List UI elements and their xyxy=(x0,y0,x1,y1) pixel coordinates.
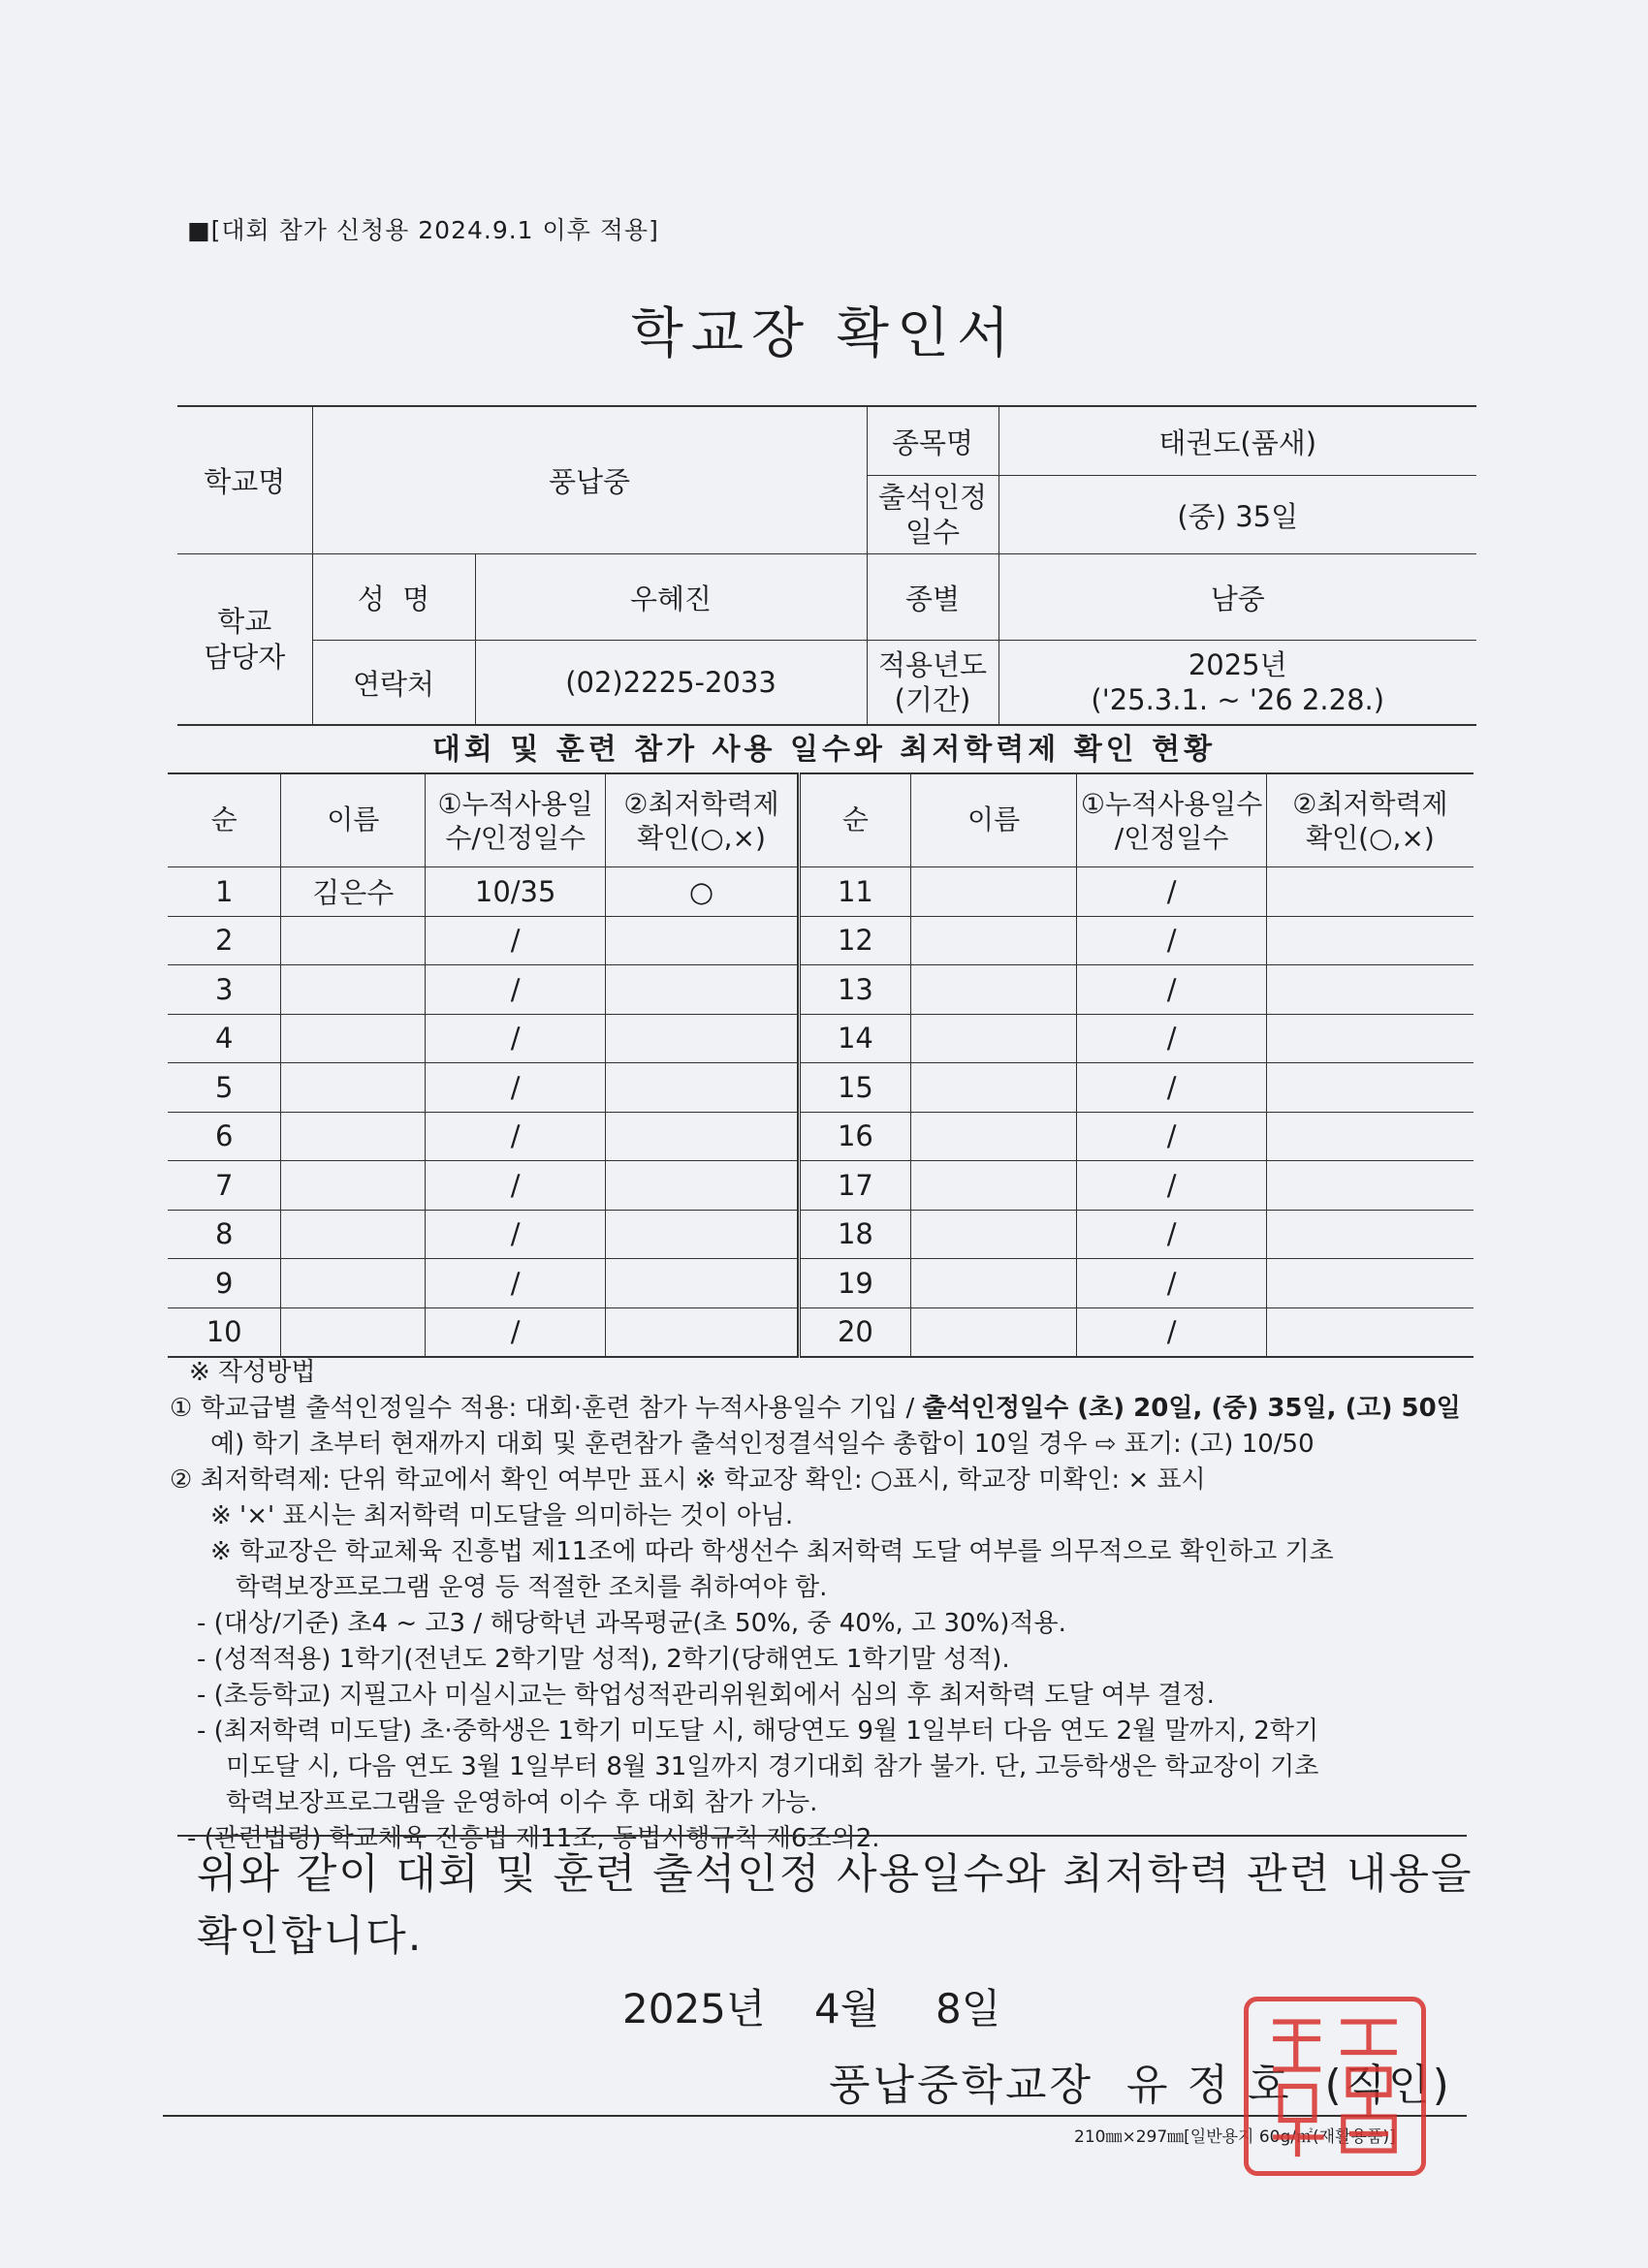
col-check-header-line1: ②최저학력제 xyxy=(1292,787,1448,820)
row-number: 20 xyxy=(800,1307,911,1357)
year-label xyxy=(867,641,998,726)
days-used: / xyxy=(1077,1259,1267,1308)
participant-name xyxy=(910,916,1077,965)
min-academic-check xyxy=(1266,1307,1474,1357)
min-academic-check xyxy=(606,1307,798,1357)
days-used: / xyxy=(426,1210,606,1259)
row-number: 8 xyxy=(168,1210,281,1259)
sport-value: 태권도(품새) xyxy=(998,406,1476,476)
row-number: 7 xyxy=(168,1161,281,1211)
row-number: 9 xyxy=(168,1259,281,1308)
document-title: 학교장 확인서 xyxy=(630,302,1018,365)
days-used: / xyxy=(1077,1014,1267,1063)
min-academic-check xyxy=(606,1063,798,1113)
table-row xyxy=(800,867,1474,917)
row-number: 3 xyxy=(168,965,281,1015)
date-year: 2025년 xyxy=(622,1985,766,2032)
min-academic-check xyxy=(606,965,798,1015)
name-label: 성 명 xyxy=(312,554,475,641)
participant-name xyxy=(910,1014,1077,1063)
name-value: 우혜진 xyxy=(475,554,867,641)
days-used: / xyxy=(1077,1210,1267,1259)
min-academic-check xyxy=(606,1259,798,1308)
confirmation-statement xyxy=(197,1843,1486,1968)
row-number: 5 xyxy=(168,1063,281,1113)
min-academic-check xyxy=(1266,1210,1474,1259)
days-used: 10/35 xyxy=(426,867,606,917)
year-label-line1: 적용년도 xyxy=(877,647,988,681)
detail-4-cont-2: 학력보장프로그램을 운영하여 이수 후 대회 참가 가능. xyxy=(226,1788,818,1817)
row-number: 19 xyxy=(800,1259,911,1308)
row-number: 18 xyxy=(800,1210,911,1259)
participant-name xyxy=(281,1259,426,1308)
category-value: 남중 xyxy=(998,554,1476,641)
days-used: / xyxy=(426,1014,606,1063)
col-days-header-line1: ①누적사용일수 xyxy=(1080,787,1263,820)
date-month: 4월 xyxy=(814,1985,880,2032)
table-row xyxy=(168,916,798,965)
col-days-header-line2: /인정일수 xyxy=(1114,821,1229,854)
participant-name xyxy=(281,916,426,965)
participant-name xyxy=(910,1307,1077,1357)
col-no-header: 순 xyxy=(168,773,281,867)
participant-name xyxy=(281,965,426,1015)
min-academic-check: ○ xyxy=(606,867,798,917)
note-1-example: 예) 학기 초부터 현재까지 대회 및 훈련참가 출석인정결석일수 총합이 10일 경우 ⇨ 표기: (고) 10/50 xyxy=(210,1430,1315,1459)
participant-name xyxy=(281,1307,426,1357)
participant-table-right xyxy=(798,772,1474,1358)
days-used: / xyxy=(426,1307,606,1357)
participant-name xyxy=(910,1210,1077,1259)
contact-label: 연락처 xyxy=(312,641,475,726)
row-number: 16 xyxy=(800,1112,911,1161)
col-check-header xyxy=(1266,773,1474,867)
row-number: 17 xyxy=(800,1161,911,1211)
col-check-header-line2: 확인(○,×) xyxy=(1306,821,1435,854)
note-1-text: ① 학교급별 출석인정일수 적용: 대회·훈련 참가 누적사용일수 기입 / xyxy=(170,1394,923,1423)
table-row xyxy=(168,1259,798,1308)
detail-3: - (초등학교) 지필고사 미실시교는 학업성적관리위원회에서 심의 후 최저학력 도달 여부 결정. xyxy=(197,1681,1215,1710)
participant-table-left xyxy=(168,772,798,1358)
col-name-header: 이름 xyxy=(281,773,426,867)
school-label: 학교명 xyxy=(177,406,312,554)
table-row xyxy=(800,965,1474,1015)
contact-value: (02)2225-2033 xyxy=(475,641,867,726)
min-academic-check xyxy=(1266,916,1474,965)
year-value-line1: 2025년 xyxy=(1188,647,1287,681)
col-check-header xyxy=(606,773,798,867)
table-row xyxy=(800,916,1474,965)
row-number: 1 xyxy=(168,867,281,917)
participant-name xyxy=(281,1161,426,1211)
row-number: 14 xyxy=(800,1014,911,1063)
attendance-label-line1: 출석인정 xyxy=(877,480,988,514)
min-academic-check xyxy=(1266,1014,1474,1063)
table-row xyxy=(168,965,798,1015)
table-row xyxy=(168,1210,798,1259)
manager-label-line2: 담당자 xyxy=(204,640,286,674)
table-row xyxy=(168,1014,798,1063)
table-row xyxy=(168,867,798,917)
category-label: 종별 xyxy=(867,554,998,641)
min-academic-check xyxy=(1266,1259,1474,1308)
detail-1: - (대상/기준) 초4 ~ 고3 / 해당학년 과목평균(초 50%, 중 40%, 고 30%)적용. xyxy=(197,1609,1066,1638)
confirmation-line-2: 확인합니다. xyxy=(197,1912,424,1961)
min-academic-check xyxy=(1266,867,1474,917)
notes-bottom-rule xyxy=(177,1835,1467,1837)
col-check-header-line2: 확인(○,×) xyxy=(637,821,766,854)
days-used: / xyxy=(1077,1063,1267,1113)
detail-4-cont-1: 미도달 시, 다음 연도 3월 1일부터 8월 31일까지 경기대회 참가 불가. 단, 고등학생은 학교장이 기초 xyxy=(226,1752,1319,1781)
row-number: 11 xyxy=(800,867,911,917)
days-used: / xyxy=(1077,965,1267,1015)
year-value-line2: ('25.3.1. ~ '26 2.28.) xyxy=(1091,683,1385,716)
col-no-header: 순 xyxy=(800,773,911,867)
paper-spec-note: 210㎜×297㎜[일반용지 60g/㎡(재활용품)] xyxy=(1074,2127,1396,2147)
min-academic-check xyxy=(606,1112,798,1161)
row-number: 13 xyxy=(800,965,911,1015)
section-title: 대회 및 훈련 참가 사용 일수와 최저학력제 확인 현황 xyxy=(431,733,1217,767)
table-row xyxy=(168,1307,798,1357)
note-4-cont: 학력보장프로그램 운영 등 적절한 조치를 취하여야 함. xyxy=(236,1573,828,1602)
notes-heading: ※ 작성방법 xyxy=(189,1358,316,1387)
table-row xyxy=(168,1112,798,1161)
days-used: / xyxy=(426,965,606,1015)
participant-name xyxy=(281,1014,426,1063)
participant-name xyxy=(281,1112,426,1161)
table-row xyxy=(800,1161,1474,1211)
days-used: / xyxy=(426,1161,606,1211)
col-days-header xyxy=(1077,773,1267,867)
days-used: / xyxy=(1077,1161,1267,1211)
detail-5: - (관련법령) 학교체육 진흥법 제11조, 동법시행규칙 제6조의2. xyxy=(187,1824,880,1853)
row-number: 6 xyxy=(168,1112,281,1161)
col-days-header xyxy=(426,773,606,867)
min-academic-check xyxy=(1266,1161,1474,1211)
confirmation-line-1: 위와 같이 대회 및 훈련 출석인정 사용일수와 최저학력 관련 내용을 xyxy=(197,1850,1474,1899)
days-used: / xyxy=(426,1063,606,1113)
participant-name xyxy=(281,1210,426,1259)
days-used: / xyxy=(1077,1112,1267,1161)
min-academic-check xyxy=(1266,1112,1474,1161)
days-used: / xyxy=(426,916,606,965)
table-row xyxy=(168,1161,798,1211)
info-table xyxy=(177,405,1476,726)
table-row xyxy=(168,1063,798,1113)
participant-name xyxy=(910,1112,1077,1161)
official-seal xyxy=(1244,1997,1426,2176)
min-academic-check xyxy=(606,1161,798,1211)
table-row xyxy=(800,1259,1474,1308)
table-row xyxy=(800,1112,1474,1161)
min-academic-check xyxy=(1266,1063,1474,1113)
participant-name xyxy=(281,1063,426,1113)
days-used: / xyxy=(426,1112,606,1161)
row-number: 10 xyxy=(168,1307,281,1357)
manager-label-line1: 학교 xyxy=(217,605,272,639)
table-row xyxy=(800,1307,1474,1357)
participant-name xyxy=(910,1063,1077,1113)
attendance-label-line2: 일수 xyxy=(904,516,961,549)
days-used: / xyxy=(426,1259,606,1308)
table-row xyxy=(800,1063,1474,1113)
note-1 xyxy=(170,1391,1469,1427)
manager-label xyxy=(177,554,312,726)
table-row xyxy=(800,1014,1474,1063)
year-label-line2: (기간) xyxy=(894,683,971,716)
row-number: 15 xyxy=(800,1063,911,1113)
year-value xyxy=(998,641,1476,726)
row-number: 4 xyxy=(168,1014,281,1063)
min-academic-check xyxy=(606,916,798,965)
note-3: ※ '×' 표시는 최저학력 미도달을 의미하는 것이 아님. xyxy=(210,1501,794,1530)
principal-signature: 풍납중학교장 유 정 호 (직인) xyxy=(829,2061,1452,2110)
note-1-bold: 출석인정일수 (초) 20일, (중) 35일, (고) 50일 xyxy=(922,1394,1461,1423)
days-used: / xyxy=(1077,867,1267,917)
days-used: / xyxy=(1077,1307,1267,1357)
min-academic-check xyxy=(1266,965,1474,1015)
min-academic-check xyxy=(606,1014,798,1063)
col-days-header-line1: ①누적사용일 xyxy=(437,787,593,820)
col-name-header: 이름 xyxy=(910,773,1077,867)
row-number: 2 xyxy=(168,916,281,965)
note-2: ② 최저학력제: 단위 학교에서 확인 여부만 표시 ※ 학교장 확인: ○표시, 학교장 미확인: × 표시 xyxy=(170,1465,1206,1495)
school-value: 풍납중 xyxy=(312,406,867,554)
participant-name xyxy=(910,1259,1077,1308)
participant-name: 김은수 xyxy=(281,867,426,917)
header-note: ■[대회 참가 신청용 2024.9.1 이후 적용] xyxy=(187,216,659,244)
col-check-header-line1: ②최저학력제 xyxy=(623,787,779,820)
table-row xyxy=(800,1210,1474,1259)
detail-4: - (최저학력 미도달) 초·중학생은 1학기 미도달 시, 해당연도 9월 1일부터 다음 연도 2월 말까지, 2학기 xyxy=(197,1717,1319,1746)
days-used: / xyxy=(1077,916,1267,965)
sport-label: 종목명 xyxy=(867,406,998,476)
attendance-label xyxy=(867,476,998,554)
date-day: 8일 xyxy=(935,1985,1001,2032)
note-4: ※ 학교장은 학교체육 진흥법 제11조에 따라 학생선수 최저학력 도달 여부를 의무적으로 확인하고 기초 xyxy=(210,1537,1334,1566)
participant-name xyxy=(910,1161,1077,1211)
writing-instructions xyxy=(170,1355,1469,1857)
participant-name xyxy=(910,965,1077,1015)
col-days-header-line2: 수/인정일수 xyxy=(445,821,586,854)
detail-2: - (성적적용) 1학기(전년도 2학기말 성적), 2학기(당해연도 1학기말 성적). xyxy=(197,1645,1010,1674)
seal-graphic xyxy=(1249,2001,1421,2171)
participant-name xyxy=(910,867,1077,917)
attendance-value: (중) 35일 xyxy=(998,476,1476,554)
row-number: 12 xyxy=(800,916,911,965)
min-academic-check xyxy=(606,1210,798,1259)
